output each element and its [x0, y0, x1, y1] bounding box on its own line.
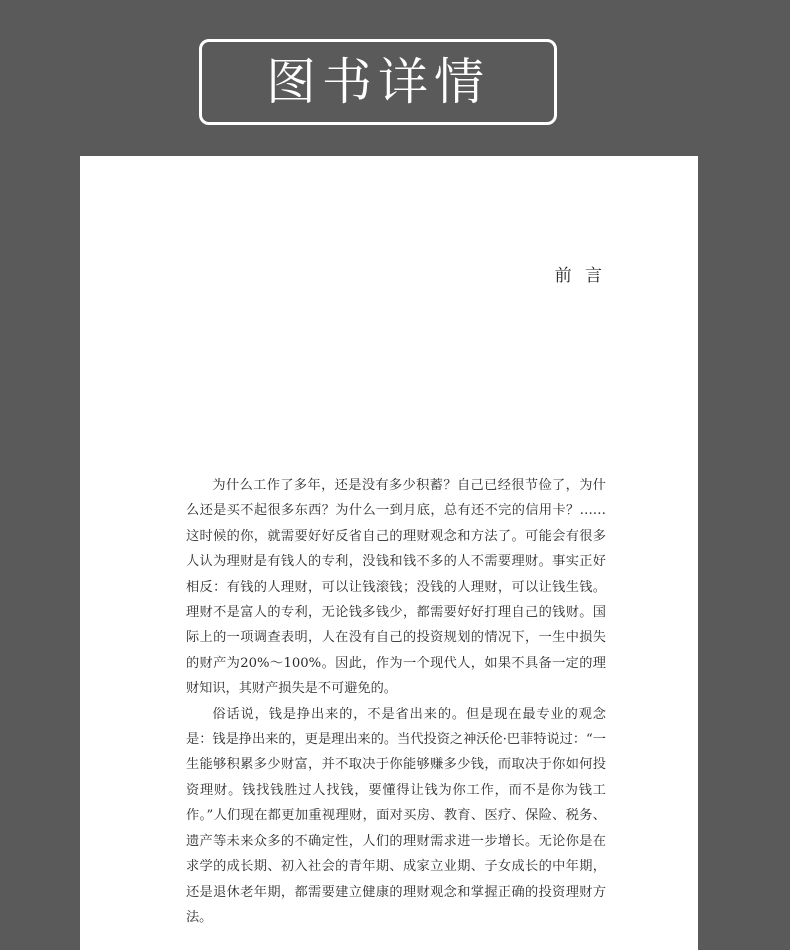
preface-paragraph-1: 为什么工作了多年，还是没有多少积蓄？自己已经很节俭了，为什么还是买不起很多东西？为什么一到月底，总有还不完的信用卡？……这时候的你，就需要好好反省自己的理财观念和方法了。可能会有很多人认为理财是有钱人的专利，没钱和钱不多的人不需要理财。事实正好相反：有钱的人理财，可以让钱滚钱；没钱的人理财，可以让钱生钱。理财不是富人的专利，无论钱多钱少，都需要好好打理自己的钱财。国际上的一项调查表明，人在没有自己的投资规划的情况下，一生中损失的财产为20%～100%。因此，作为一个现代人，如果不具备一定的理财知识，其财产损失是不可避免的。 [186, 478, 606, 697]
book-details-banner [199, 39, 557, 125]
banner-title: 图书详情 [266, 53, 490, 111]
book-page [80, 156, 698, 950]
preface-paragraph-2: 俗话说，钱是挣出来的，不是省出来的。但是现在最专业的观念是：钱是挣出来的，更是理出来的。当代投资之神沃伦·巴菲特说过：“一生能够积累多少财富，并不取决于你能够赚多少钱，而取决于你如何投资理财。钱找钱胜过人找钱，要懂得让钱为你工作，而不是你为钱工作。”人们现在都更加重视理财，面对买房、教育、医疗、保险、税务、遗产等未来众多的不确定性，人们的理财需求进一步增长。无论你是在求学的成长期、初入社会的青年期、成家立业期、子女成长的中年期，还是退休老年期，都需要建立健康的理财观念和掌握正确的投资理财方法。 [186, 706, 606, 925]
preface-body [186, 473, 606, 930]
preface-heading: 前 言 [554, 266, 606, 286]
